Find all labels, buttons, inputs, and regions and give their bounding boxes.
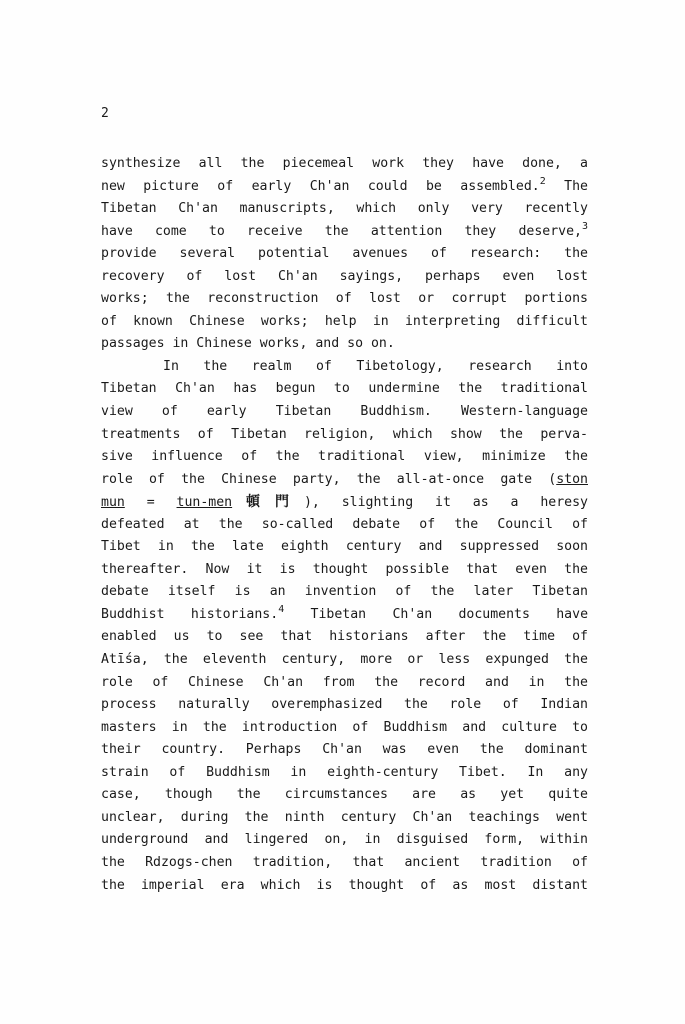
text-line: process naturally overemphasized the role of Indian (101, 697, 588, 713)
chinese-characters: 頓門 (232, 494, 304, 511)
underlined-term: tun-men (176, 495, 233, 511)
text-line: new picture of early Ch'an could be assembled.$^2$ The (101, 175, 588, 194)
text-line: recovery of lost Ch'an sayings, perhaps even lost (101, 268, 588, 284)
text-line: Buddhist historians.$^4$ Tibetan Ch'an documents have (101, 603, 589, 622)
text-line: Atīśa, the eleventh century, more or less expunged the (101, 652, 588, 668)
page-number: 2 (101, 106, 109, 121)
text-line: their country. Perhaps Ch'an was even the dominant (101, 742, 588, 758)
underlined-term: mun (101, 495, 125, 511)
text-line: role of the Chinese party, the all-at-once gate (ston (101, 471, 588, 487)
text-line: Tibet in the late eighth century and suppressed soon (101, 539, 588, 555)
text-line: have come to receive the attention they deserve,$^3$ (101, 220, 588, 239)
text-line: underground and lingered on, in disguised form, within (101, 832, 588, 848)
text-line: provide several potential avenues of research: the (101, 246, 588, 262)
body-text (101, 153, 588, 897)
text-line: Tibetan Ch'an manuscripts, which only very recently (101, 201, 588, 217)
text-line: unclear, during the ninth century Ch'an teachings went (101, 809, 588, 825)
text-line: synthesize all the piecemeal work they have done, a (101, 156, 588, 171)
text-line: thereafter. Now it is thought possible that even the (101, 561, 588, 577)
text-line: Tibetan Ch'an has begun to undermine the traditional (101, 381, 588, 397)
text-line: mun = tun-men頓門), slighting it as a heresy (101, 494, 589, 511)
text-line: In the realm of Tibetology, research into (163, 358, 588, 374)
text-line: passages in Chinese works, and so on. (101, 336, 395, 352)
text-line: view of early Tibetan Buddhism. Western-language (101, 404, 588, 420)
footnote-ref: 2 (539, 175, 546, 187)
text-line: treatments of Tibetan religion, which show the perva- (101, 426, 588, 442)
footnote-ref: 3 (581, 220, 588, 232)
text-line: the Rdzogs-chen tradition, that ancient tradition of (101, 854, 588, 870)
text-line: case, though the circumstances are as yet quite (101, 787, 588, 803)
text-line: works; the reconstruction of lost or corrupt portions (101, 291, 588, 307)
text-line: strain of Buddhism in eighth-century Tibet. In any (101, 764, 588, 780)
text-line: the imperial era which is thought of as most distant (101, 877, 588, 893)
text-line: debate itself is an invention of the later Tibetan (101, 584, 588, 600)
footnote-ref: 4 (278, 603, 285, 615)
text-line: sive influence of the traditional view, minimize the (101, 449, 588, 465)
text-line: of known Chinese works; help in interpreting difficult (101, 313, 588, 329)
text-line: enabled us to see that historians after the time of (101, 629, 588, 645)
text-line: masters in the introduction of Buddhism and culture to (101, 719, 588, 735)
underlined-term: ston (556, 471, 588, 487)
text-line: role of Chinese Ch'an from the record and in the (101, 674, 588, 690)
text-line: defeated at the so-called debate of the Council of (101, 516, 588, 532)
